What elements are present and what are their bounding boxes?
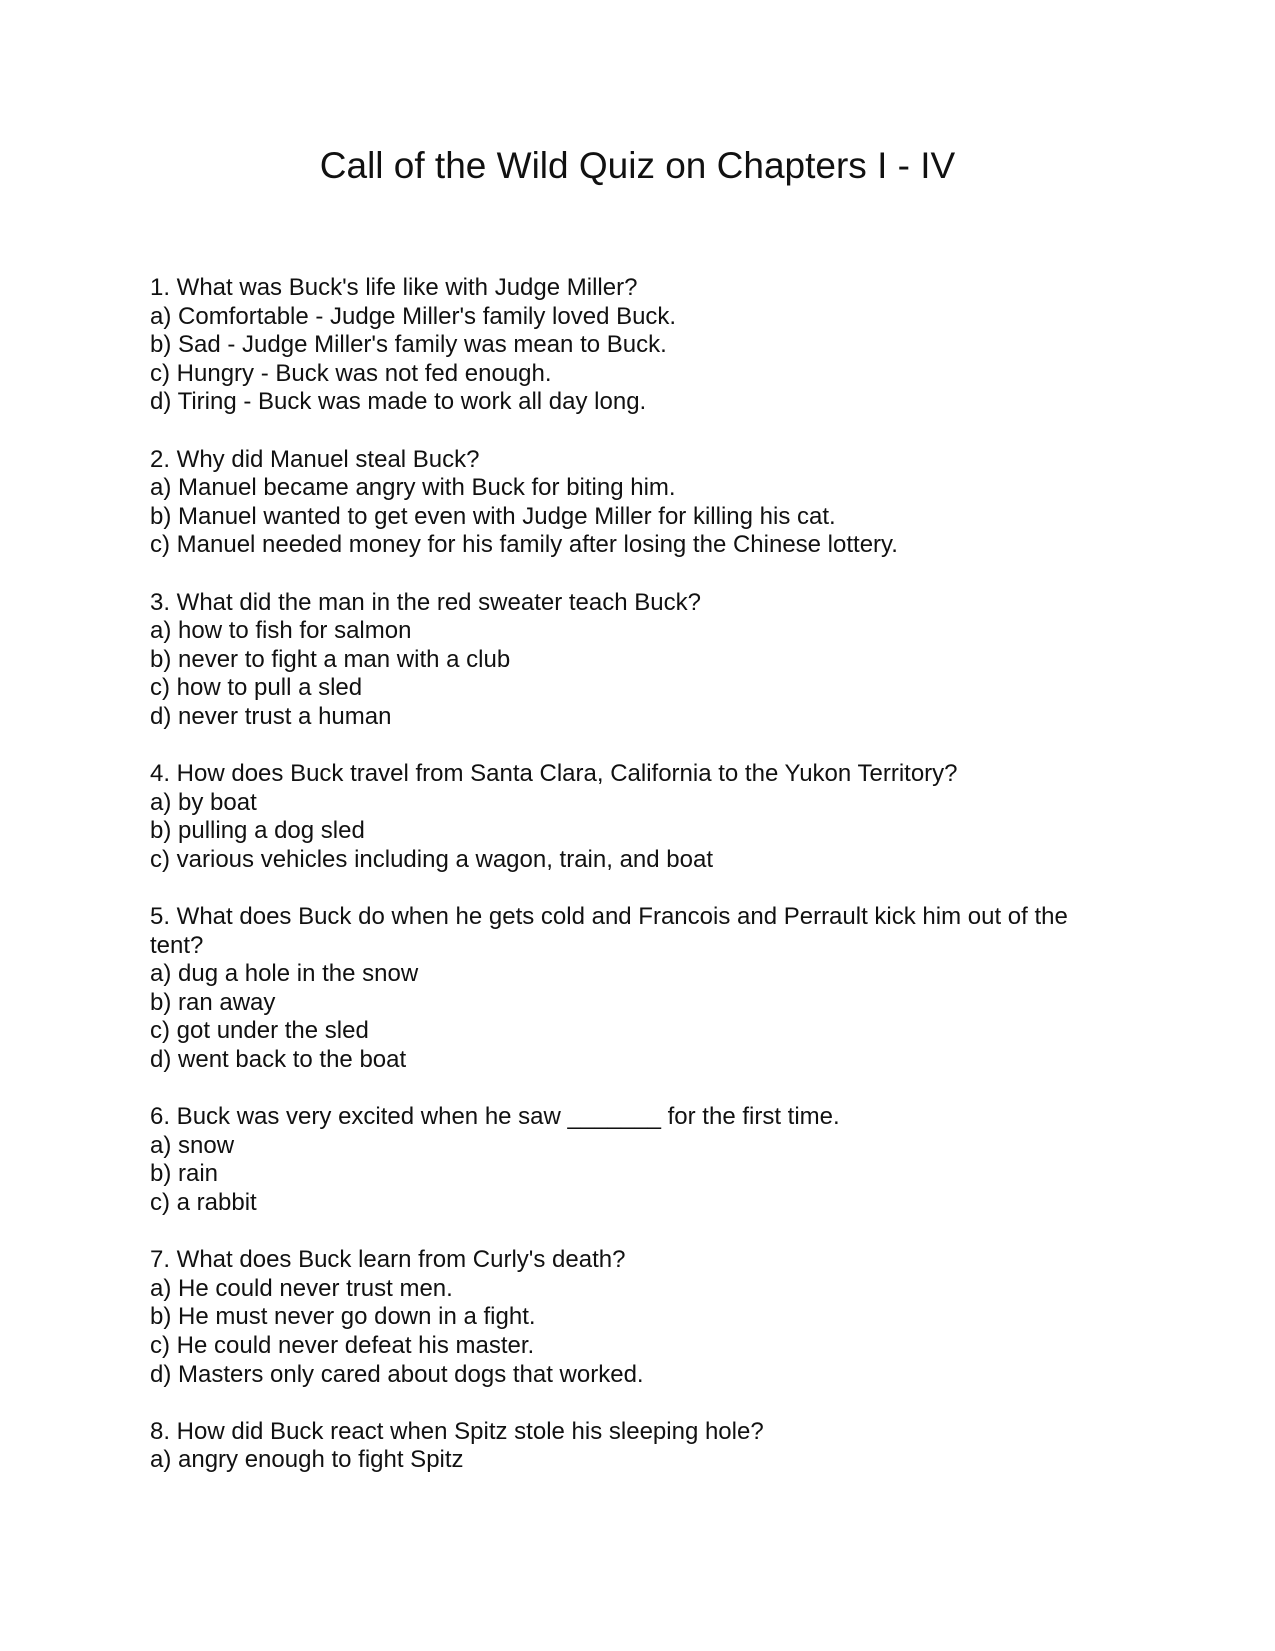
answer-option: b) ran away [150,988,276,1016]
question-prompt: 3. What did the man in the red sweater teach Buck? [150,588,701,616]
question-5 [150,903,1110,1075]
answer-option: b) rain [150,1160,219,1188]
question-3 [150,589,1110,732]
question-prompt: 7. What does Buck learn from Curly's death? [150,1246,626,1274]
answer-option: c) how to pull a sled [150,674,363,702]
answer-option: b) never to fight a man with a club [150,645,511,673]
answer-option: b) pulling a dog sled [150,817,365,845]
answer-option: d) went back to the boat [150,1046,407,1074]
answer-option: a) dug a hole in the snow [150,960,419,988]
answer-option: c) He could never defeat his master. [150,1331,535,1359]
question-prompt: 6. Buck was very excited when he saw _______ for the first time. [150,1103,840,1131]
question-prompt: 1. What was Buck's life like with Judge Miller? [150,274,638,301]
question-7 [150,1246,1110,1389]
answer-option: a) by boat [150,788,257,816]
page-title: Call of the Wild Quiz on Chapters I - IV [319,145,956,186]
answer-option: b) Sad - Judge Miller's family was mean to Buck. [150,331,667,359]
answer-option: a) He could never trust men. [150,1274,453,1302]
answer-option: a) Manuel became angry with Buck for biting him. [150,474,676,502]
answer-option: d) never trust a human [150,702,392,730]
question-prompt: 5. What does Buck do when he gets cold and Francois and Perrault kick him out of the tent? [150,903,1068,959]
answer-option: d) Masters only cared about dogs that worked. [150,1360,644,1388]
answer-option: c) a rabbit [150,1189,257,1216]
question-prompt: 2. Why did Manuel steal Buck? [150,445,480,473]
answer-option: c) Manuel needed money for his family after losing the Chinese lottery. [150,531,898,559]
answer-option: c) Hungry - Buck was not fed enough. [150,359,552,387]
answer-option: c) various vehicles including a wagon, train, and boat [150,845,713,873]
answer-option: d) Tiring - Buck was made to work all day long. [150,388,647,416]
question-8 [150,1418,1110,1475]
question-prompt: 8. How did Buck react when Spitz stole his sleeping hole? [150,1417,764,1445]
answer-option: c) got under the sled [150,1017,369,1045]
answer-option: a) how to fish for salmon [150,617,412,645]
answer-option: a) Comfortable - Judge Miller's family loved Buck. [150,302,677,330]
quiz-questions [150,274,1110,1504]
question-1 [150,274,1110,417]
question-2 [150,446,1110,560]
question-4 [150,760,1110,874]
answer-option: b) He must never go down in a fight. [150,1303,536,1331]
question-6 [150,1103,1110,1217]
answer-option: a) angry enough to fight Spitz [150,1446,464,1474]
answer-option: b) Manuel wanted to get even with Judge Miller for killing his cat. [150,502,836,530]
answer-option: a) snow [150,1131,235,1159]
question-prompt: 4. How does Buck travel from Santa Clara, California to the Yukon Territory? [150,760,958,788]
